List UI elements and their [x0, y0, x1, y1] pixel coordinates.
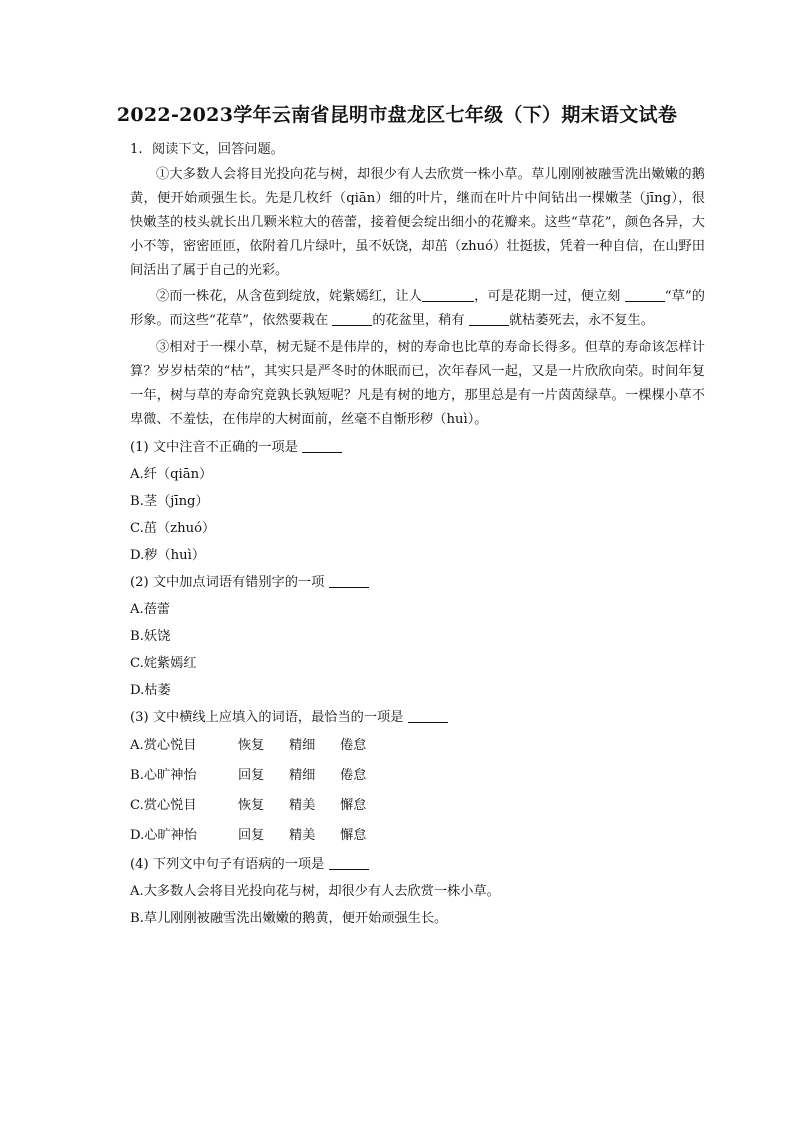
option-c: C.茁（zhuó）: [130, 521, 216, 536]
sub-question-stem: (3) 文中横线上应填入的词语，最恰当的一项是: [130, 704, 705, 731]
option-b: B.心旷神怡 回复 精细 倦怠: [130, 768, 367, 783]
option-d: D.心旷神怡 回复 精美 懈怠: [130, 828, 367, 843]
question-prompt: 阅读下文，回答问题。: [152, 142, 284, 157]
sub-question-2: [130, 569, 705, 704]
fill-blank-3: [332, 311, 372, 326]
para2-part-c: “草”的形象。而这些“花草”，依然要栽在: [130, 289, 705, 328]
option-a: A.蓓蕾: [130, 602, 171, 617]
option-c: C.姹紫嫣红: [130, 656, 197, 671]
option-a: A.纤（qiān）: [130, 467, 213, 482]
sub-question-stem: (4) 下列文中句子有语病的一项是: [130, 851, 705, 878]
sub-question-4: [130, 851, 705, 932]
sub-question-1: [130, 434, 705, 569]
page-title: 2022-2023学年云南省昆明市盘龙区七年级（下）期末语文试卷: [116, 104, 678, 126]
option-d: D.枯萎: [130, 683, 171, 698]
sub-question-stem: (1) 文中注音不正确的一项是: [130, 434, 705, 461]
answer-blank: [408, 708, 448, 723]
sub-question-3: [130, 704, 705, 851]
para2-part-a: ②而一株花，从含苞到绽放，姹紫嫣红，让人: [156, 289, 423, 304]
para2-part-b: ，可是花期一过，便立刻: [474, 289, 625, 304]
para2-part-e: 就枯萎死去，永不复生。: [508, 313, 654, 328]
option-b: B.妖饶: [130, 629, 171, 644]
passage-paragraph-2: [130, 285, 705, 333]
fill-blank-4: [469, 311, 509, 326]
option-d: D.秽（huì）: [130, 548, 206, 563]
para2-part-d: 的花盆里，稍有: [372, 313, 469, 328]
sub-question-stem: (2) 文中加点词语有错别字的一项: [130, 569, 705, 596]
option-b: B.茎（jīng）: [130, 494, 209, 509]
answer-blank: [329, 855, 369, 870]
passage-paragraph-1: ①大多数人会将目光投向花与树，却很少有人去欣赏一株小草。草儿刚刚被融雪洗出嫩嫩的鹅黄，便开始顽强生长。先是几枚纤（qiān）细的叶片，继而在叶片中间钻出一棵嫩茎（jīng），很快嫩茎的枝头就长出几颗米粒大的蓓蕾，接着便会绽出细小的花瓣来。这些“草花”，颜色各异，大小不等，密密匝匝，依附着几片绿叶，虽不妖饶，却茁（zhuó）壮挺拔，凭着一种自信，在山野田间活出了属于自己的光彩。: [130, 167, 705, 278]
option-b: B.草儿刚刚被融雪洗出嫩嫩的鹅黄，便开始顽强生长。: [130, 911, 448, 926]
answer-blank: [302, 438, 342, 453]
fill-blank-1: [422, 287, 474, 302]
answer-blank: [329, 573, 369, 588]
question-number: 1.: [130, 142, 143, 157]
passage-paragraph-3: ③相对于一棵小草，树无疑不是伟岸的，树的寿命也比草的寿命长得多。但草的寿命该怎样计算？岁岁枯荣的“枯”，其实只是严冬时的休眠而已，次年春风一起，又是一片欣欣向荣。时间年复一年，树与草的寿命究竟孰长孰短呢？凡是有树的地方，那里总是有一片茵茵绿草。一棵棵小草不卑微、不羞怯，在伟岸的大树面前，丝毫不自惭形秽（huì）。: [130, 340, 705, 427]
option-c: C.赏心悦目 恢复 精美 懈怠: [130, 798, 367, 813]
option-a: A.大多数人会将目光投向花与树，却很少有人去欣赏一株小草。: [130, 884, 500, 899]
question-header: [130, 138, 705, 162]
option-a: A.赏心悦目 恢复 精细 倦怠: [130, 738, 367, 753]
question-1: [130, 138, 705, 932]
fill-blank-2: [625, 287, 665, 302]
